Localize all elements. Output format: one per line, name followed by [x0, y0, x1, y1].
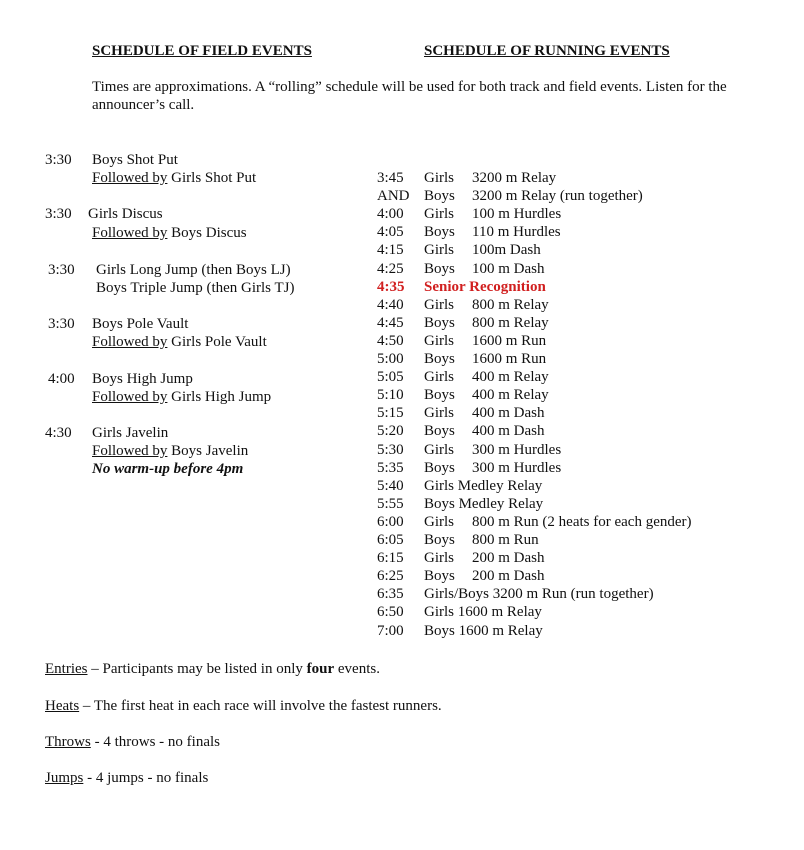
running-events-header: SCHEDULE OF RUNNING EVENTS: [424, 43, 670, 59]
field-time: 3:30: [48, 316, 75, 332]
running-event: 400 m Relay: [472, 369, 549, 385]
entries-label: Entries: [45, 661, 88, 677]
running-event: 100 m Dash: [472, 261, 545, 277]
field-event-then: Boys Discus: [167, 225, 247, 241]
running-event: 100m Dash: [472, 242, 541, 258]
running-gender: Boys: [424, 315, 455, 331]
running-event: Girls/Boys 3200 m Run (run together): [424, 586, 654, 602]
running-gender: Girls: [424, 442, 454, 458]
running-time: 5:10: [377, 387, 404, 403]
throws-text: - 4 throws - no finals: [90, 734, 220, 750]
running-event: 400 m Dash: [472, 423, 545, 439]
followed-by-label: Followed by: [92, 225, 168, 241]
running-gender: Boys: [424, 568, 455, 584]
running-gender: Girls: [424, 170, 454, 186]
field-event-followed: [92, 169, 256, 187]
running-time: 5:35: [377, 460, 404, 476]
field-event-followed: [92, 333, 267, 351]
running-time: 5:00: [377, 351, 404, 367]
throws-note: [45, 733, 220, 751]
jumps-label: Jumps: [45, 770, 84, 786]
running-gender: Boys: [424, 351, 455, 367]
jumps-text: - 4 jumps - no finals: [83, 770, 209, 786]
field-time: 3:30: [48, 262, 75, 278]
running-time: 4:40: [377, 297, 404, 313]
running-gender: Boys: [424, 532, 455, 548]
running-gender: Boys: [424, 423, 455, 439]
running-event: 200 m Dash: [472, 568, 545, 584]
running-time: 5:15: [377, 405, 404, 421]
running-time: 5:55: [377, 496, 404, 512]
running-time: 7:00: [377, 623, 404, 639]
running-gender: Boys: [424, 224, 455, 240]
running-time: 4:50: [377, 333, 404, 349]
running-time: 6:35: [377, 586, 404, 602]
jumps-note: [45, 769, 208, 787]
running-time: 6:00: [377, 514, 404, 530]
running-gender: Girls: [424, 550, 454, 566]
running-gender: Boys: [424, 261, 455, 277]
field-event-then: Girls Shot Put: [167, 170, 257, 186]
running-gender: Girls: [424, 405, 454, 421]
running-event: 110 m Hurdles: [472, 224, 561, 240]
running-time: 3:45: [377, 170, 404, 186]
followed-by-label: Followed by: [92, 170, 168, 186]
field-event-then: Girls High Jump: [167, 389, 272, 405]
running-event: 800 m Relay: [472, 315, 549, 331]
field-event-first: Boys High Jump: [92, 371, 193, 387]
running-event: 1600 m Run: [472, 351, 547, 367]
running-time: 5:30: [377, 442, 404, 458]
followed-by-label: Followed by: [92, 443, 168, 459]
running-gender: Boys: [424, 387, 455, 403]
running-event: Boys 1600 m Relay: [424, 623, 543, 639]
running-event: 200 m Dash: [472, 550, 545, 566]
running-event: 300 m Hurdles: [472, 442, 562, 458]
running-event: 800 m Run: [472, 532, 539, 548]
running-time: 4:05: [377, 224, 404, 240]
running-gender: Boys: [424, 188, 455, 204]
field-event-followed: [92, 442, 248, 460]
field-time: 4:00: [48, 371, 75, 387]
running-event: Girls 1600 m Relay: [424, 604, 542, 620]
running-gender: Girls: [424, 297, 454, 313]
field-event-first: Girls Discus: [88, 206, 163, 222]
field-time: 3:30: [45, 206, 72, 222]
heats-note: [45, 697, 442, 715]
running-event: 800 m Run (2 heats for each gender): [472, 514, 692, 530]
running-time: 4:35: [377, 279, 405, 295]
entries-bold-count: four: [306, 661, 335, 677]
running-gender: Girls: [424, 206, 454, 222]
running-event: 300 m Hurdles: [472, 460, 562, 476]
running-time: 5:40: [377, 478, 404, 494]
running-time: 4:25: [377, 261, 404, 277]
field-event-followed: [92, 224, 247, 242]
running-event: 400 m Dash: [472, 405, 545, 421]
running-time: AND: [377, 188, 410, 204]
running-event: 1600 m Run: [472, 333, 547, 349]
running-time: 5:20: [377, 423, 404, 439]
field-time: 4:30: [45, 425, 72, 441]
running-gender: Girls: [424, 242, 454, 258]
running-time: 4:00: [377, 206, 404, 222]
running-time: 5:05: [377, 369, 404, 385]
running-gender: Girls: [424, 514, 454, 530]
field-event-then: Girls Pole Vault: [167, 334, 267, 350]
running-time: 6:50: [377, 604, 404, 620]
heats-label: Heats: [45, 698, 80, 714]
followed-by-label: Followed by: [92, 389, 168, 405]
throws-label: Throws: [45, 734, 91, 750]
field-event-second: Boys Triple Jump (then Girls TJ): [96, 280, 295, 296]
field-event-first: Boys Pole Vault: [92, 316, 189, 332]
running-time: 4:15: [377, 242, 404, 258]
running-time: 6:05: [377, 532, 404, 548]
entries-text-end: events.: [334, 661, 380, 677]
running-gender: Boys: [424, 460, 455, 476]
senior-recognition: Senior Recognition: [424, 279, 546, 295]
running-event: 3200 m Relay (run together): [472, 188, 643, 204]
javelin-warmup-note: No warm-up before 4pm: [92, 461, 244, 477]
running-event: 3200 m Relay: [472, 170, 557, 186]
entries-note: [45, 660, 380, 678]
running-event: Boys Medley Relay: [424, 496, 544, 512]
entries-text: – Participants may be listed in only: [87, 661, 307, 677]
running-time: 6:25: [377, 568, 404, 584]
running-gender: Girls: [424, 333, 454, 349]
running-event: 800 m Relay: [472, 297, 549, 313]
intro-text: Times are approximations. A “rolling” schedule will be used for both track and field events. Listen for the announcer’s call.: [92, 79, 727, 113]
field-event-then: Boys Javelin: [167, 443, 249, 459]
field-time: 3:30: [45, 152, 72, 168]
field-event-first: Girls Javelin: [92, 425, 169, 441]
running-gender: Girls: [424, 369, 454, 385]
field-events-header: SCHEDULE OF FIELD EVENTS: [92, 43, 312, 59]
field-event-first: Boys Shot Put: [92, 152, 178, 168]
heats-text: – The first heat in each race will involve the fastest runners.: [79, 698, 442, 714]
field-event-followed: [92, 388, 271, 406]
running-event: 400 m Relay: [472, 387, 549, 403]
field-event-first: Girls Long Jump (then Boys LJ): [96, 262, 291, 278]
running-event: 100 m Hurdles: [472, 206, 562, 222]
followed-by-label: Followed by: [92, 334, 168, 350]
running-event: Girls Medley Relay: [424, 478, 543, 494]
running-time: 6:15: [377, 550, 404, 566]
running-time: 4:45: [377, 315, 404, 331]
